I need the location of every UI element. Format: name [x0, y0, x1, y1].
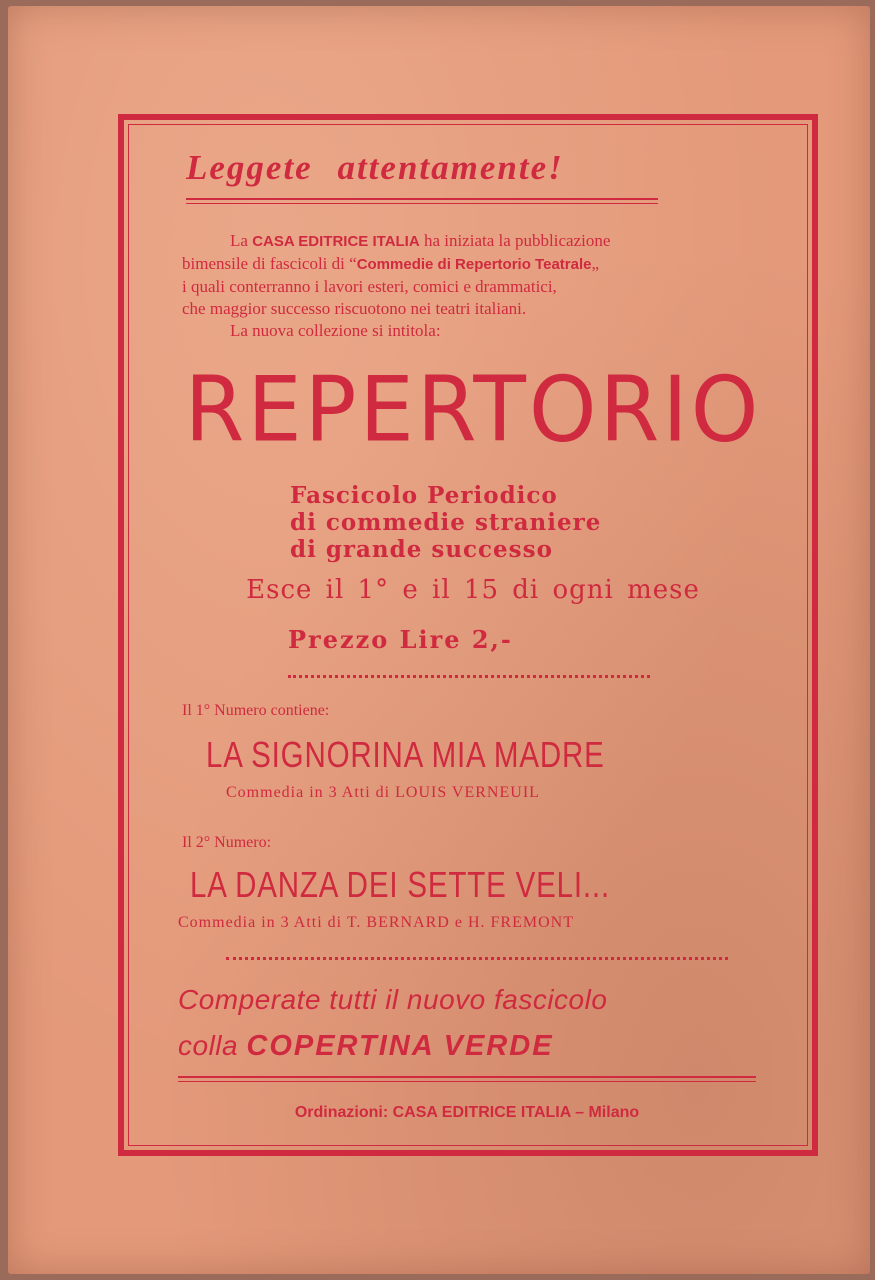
subtitle-line-3: di grande successo — [290, 536, 553, 563]
second-issue-title: LA DANZA DEI SETTE VELI... — [190, 864, 610, 905]
publisher-name: CASA EDITRICE ITALIA — [252, 233, 420, 250]
first-issue-title: LA SIGNORINA MIA MADRE — [206, 734, 605, 775]
series-name: Commedie di Repertorio Teatrale — [356, 256, 592, 273]
issue-schedule: Esce il 1° e il 15 di ogni mese — [246, 575, 700, 605]
cta-line-1: Comperate tutti il nuovo fascicolo — [178, 984, 608, 1015]
second-issue-credit: Commedia in 3 Atti di T. BERNARD e H. FREMONT — [178, 914, 574, 931]
cta-line-2: colla COPERTINA VERDE — [178, 1030, 554, 1062]
subtitle-line-2: di commedie straniere — [290, 509, 602, 536]
intro-line-1: La CASA EDITRICE ITALIA ha iniziata la pubblicazione — [230, 231, 611, 250]
dotted-divider-1 — [288, 675, 650, 678]
second-issue-label: Il 2° Numero: — [182, 834, 272, 851]
bottom-rule-thin — [178, 1081, 756, 1082]
dotted-divider-2 — [226, 957, 728, 960]
headline-rule — [186, 198, 658, 200]
headline: Leggete attentamente! — [186, 148, 564, 187]
intro-paragraph — [182, 230, 768, 342]
price: Prezzo Lire 2,- — [288, 625, 513, 654]
headline-rule-thin — [186, 203, 658, 204]
cover-color-emphasis: COPERTINA VERDE — [246, 1030, 554, 1062]
collection-title: REPERTORIO — [184, 357, 762, 463]
intro-line-2: bimensile di fascicoli di “Commedie di Repertorio Teatrale„ — [182, 254, 600, 273]
subtitle-line-1: Fascicolo Periodico — [290, 482, 558, 509]
order-line: Ordinazioni: CASA EDITRICE ITALIA – Milano — [294, 1104, 640, 1121]
intro-line-4: che maggior successo riscuotono nei teatri italiani. — [182, 299, 527, 318]
bottom-rule — [178, 1076, 756, 1078]
first-issue-label: Il 1° Numero contiene: — [182, 702, 330, 719]
first-issue-credit: Commedia in 3 Atti di LOUIS VERNEUIL — [226, 784, 540, 801]
intro-line-5: La nuova collezione si intitola: — [230, 321, 441, 340]
intro-line-3: i quali conterranno i lavori esteri, comici e drammatici, — [182, 277, 557, 296]
